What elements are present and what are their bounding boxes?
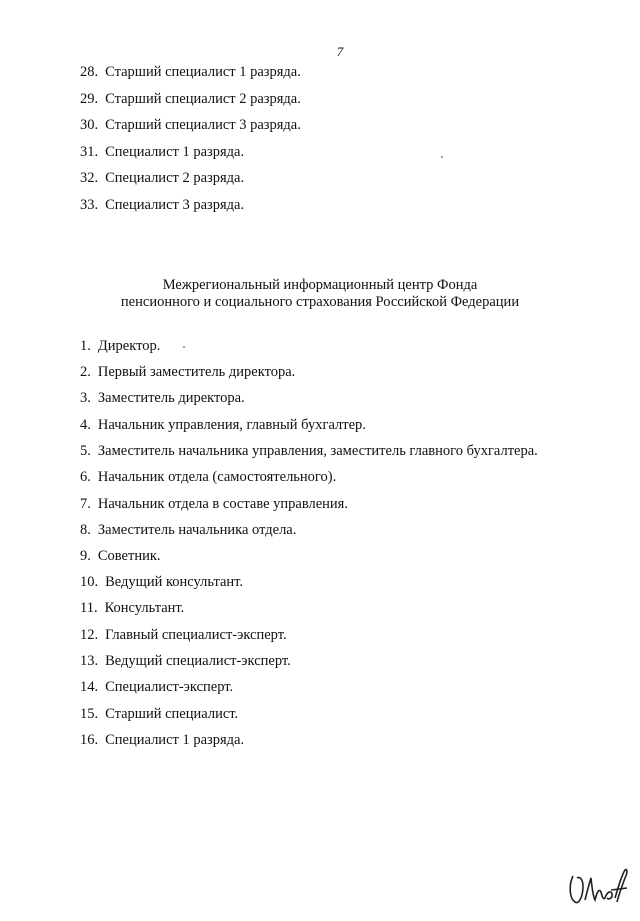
item-text: Старший специалист.: [105, 706, 239, 722]
item-number: 13.: [80, 653, 99, 669]
item-number: 6.: [80, 469, 91, 485]
item-text: Специалист 1 разряда.: [105, 732, 245, 748]
list-item: [80, 651, 291, 671]
item-text: Ведущий специалист-эксперт.: [105, 653, 291, 669]
item-number: 7.: [80, 496, 91, 512]
item-text: Начальник управления, главный бухгалтер.: [97, 417, 366, 433]
item-text: Директор.: [97, 338, 161, 354]
item-number: 33.: [80, 197, 99, 213]
list-item: [80, 115, 301, 135]
list-item: [80, 572, 243, 592]
list-item: [80, 625, 287, 645]
item-number: 32.: [80, 170, 99, 186]
page-number: 7: [336, 44, 344, 59]
scan-speck: [441, 156, 443, 158]
item-text: Специалист 2 разряда.: [105, 170, 245, 186]
item-number: 8.: [80, 522, 91, 538]
item-number: 12.: [80, 627, 99, 643]
list-item: [80, 62, 301, 82]
list-item: [80, 168, 244, 188]
item-text: Начальник отдела (самостоятельного).: [97, 469, 337, 485]
list-item: [80, 730, 244, 750]
item-number: 2.: [80, 364, 91, 380]
list-item: [80, 415, 366, 435]
list-item: [80, 362, 295, 382]
item-text: Старший специалист 1 разряда.: [105, 64, 301, 80]
list-item: [80, 494, 348, 514]
item-text: Заместитель начальника отдела.: [97, 522, 297, 538]
item-text: Главный специалист-эксперт.: [105, 627, 287, 643]
item-number: 30.: [80, 117, 99, 133]
handwritten-signature: [565, 862, 635, 917]
item-text: Специалист 3 разряда.: [105, 197, 245, 213]
scan-speck: [183, 346, 185, 348]
list-item: [80, 704, 238, 724]
item-number: 5.: [80, 443, 91, 459]
list-item: [80, 142, 244, 162]
item-number: 29.: [80, 91, 99, 107]
list-item: [80, 195, 244, 215]
item-number: 3.: [80, 390, 91, 406]
item-number: 15.: [80, 706, 99, 722]
item-number: 11.: [80, 600, 98, 616]
item-number: 14.: [80, 679, 99, 695]
list-item: [80, 388, 245, 408]
item-text: Начальник отдела в составе управления.: [97, 496, 348, 512]
item-number: 4.: [80, 417, 91, 433]
item-text: Старший специалист 3 разряда.: [105, 117, 301, 133]
item-number: 9.: [80, 548, 91, 564]
item-text: Ведущий консультант.: [105, 574, 244, 590]
list-item: [80, 677, 233, 697]
item-text: Консультант.: [104, 600, 185, 616]
section-heading-line1: Межрегиональный информационный центр Фонда: [162, 277, 478, 293]
list-item: [80, 89, 301, 109]
item-text: Заместитель начальника управления, заместитель главного бухгалтера.: [97, 443, 538, 459]
item-number: 28.: [80, 64, 99, 80]
item-text: Специалист 1 разряда.: [105, 144, 245, 160]
list-item: [80, 598, 184, 618]
list-item: [80, 467, 336, 487]
item-text: Специалист-эксперт.: [105, 679, 234, 695]
list-item: [80, 441, 538, 461]
item-text: Заместитель директора.: [97, 390, 245, 406]
item-text: Старший специалист 2 разряда.: [105, 91, 301, 107]
section-heading-line2: пенсионного и социального страхования Российской Федерации: [120, 294, 520, 310]
item-number: 16.: [80, 732, 99, 748]
item-number: 31.: [80, 144, 99, 160]
list-item: [80, 336, 160, 356]
item-text: Первый заместитель директора.: [97, 364, 296, 380]
item-number: 10.: [80, 574, 99, 590]
signature-icon: [565, 862, 635, 912]
item-text: Советник.: [97, 548, 161, 564]
item-number: 1.: [80, 338, 91, 354]
list-item: [80, 520, 296, 540]
list-item: [80, 546, 161, 566]
